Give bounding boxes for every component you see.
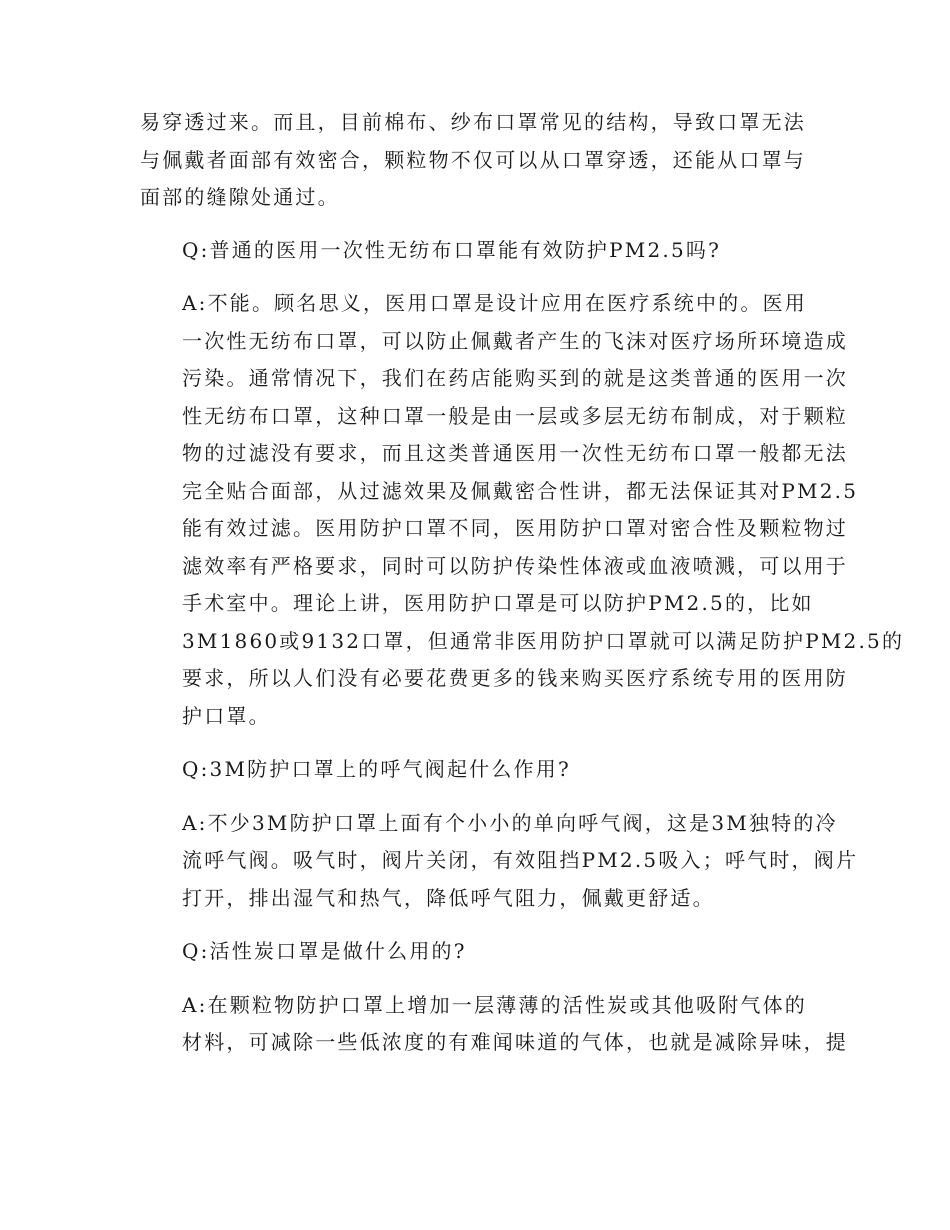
text-line: 要求，所以人们没有必要花费更多的钱来购买医疗系统专用的医用防 (182, 666, 848, 690)
text-line: A:不少3M防护口罩上面有个小小的单向呼气阀，这是3M独特的冷 (182, 810, 838, 835)
text-line: 污染。通常情况下，我们在药店能购买到的就是这类普通的医用一次 (182, 366, 848, 390)
text-line: 易穿透过来。而且，目前棉布、纱布口罩常见的结构，导致口罩无法 (140, 110, 806, 134)
text-line: 滤效率有严格要求，同时可以防护传染性体液或血液喷溅，可以用于 (182, 553, 848, 578)
text-line: A:不能。顾名思义，医用口罩是设计应用在医疗系统中的。医用 (182, 291, 807, 315)
question-3: Q:活性炭口罩是做什么用的? (182, 939, 467, 963)
answer-1 (140, 285, 905, 735)
text-line: 性无纺布口罩，这种口罩一般是由一层或多层无纺布制成，对于颗粒 (182, 403, 848, 428)
text-line: A:在颗粒物防护口罩上增加一层薄薄的活性炭或其他吸附气体的 (182, 992, 807, 1017)
text-line: 面部的缝隙处通过。 (140, 185, 340, 209)
text-line: 材料，可减除一些低浓度的有难闻味道的气体，也就是减除异味，提 (182, 1030, 848, 1054)
text-line: 能有效过滤。医用防护口罩不同，医用防护口罩对密合性及颗粒物过 (182, 516, 848, 540)
text-line: 打开，排出湿气和热气，降低呼气阻力，佩戴更舒适。 (182, 885, 715, 910)
text-line: 3M1860或9132口罩，但通常非医用防护口罩就可以满足防护PM2.5的 (182, 628, 905, 653)
answer-3 (140, 987, 848, 1062)
text-line: 与佩戴者面部有效密合，颗粒物不仅可以从口罩穿透，还能从口罩与 (140, 147, 806, 172)
text-line: 完全贴合面部，从过滤效果及佩戴密合性讲，都无法保证其对PM2.5 (182, 478, 859, 503)
text-line: 手术室中。理论上讲，医用防护口罩是可以防护PM2.5的，比如 (182, 591, 814, 615)
answer-2 (140, 805, 859, 918)
question-2: Q:3M防护口罩上的呼气阀起什么作用? (182, 757, 571, 781)
question-1: Q:普通的医用一次性无纺布口罩能有效防护PM2.5吗? (182, 237, 721, 262)
text-line: 物的过滤没有要求，而且这类普通医用一次性无纺布口罩一般都无法 (182, 441, 848, 465)
text-line: 护口罩。 (182, 703, 271, 728)
text-line: 一次性无纺布口罩，可以防止佩戴者产生的飞沫对医疗场所环境造成 (182, 328, 848, 353)
continued-paragraph (140, 104, 830, 217)
text-line: 流呼气阀。吸气时，阀片关闭，有效阻挡PM2.5吸入；呼气时，阀片 (182, 848, 859, 872)
document-body (140, 104, 905, 1078)
